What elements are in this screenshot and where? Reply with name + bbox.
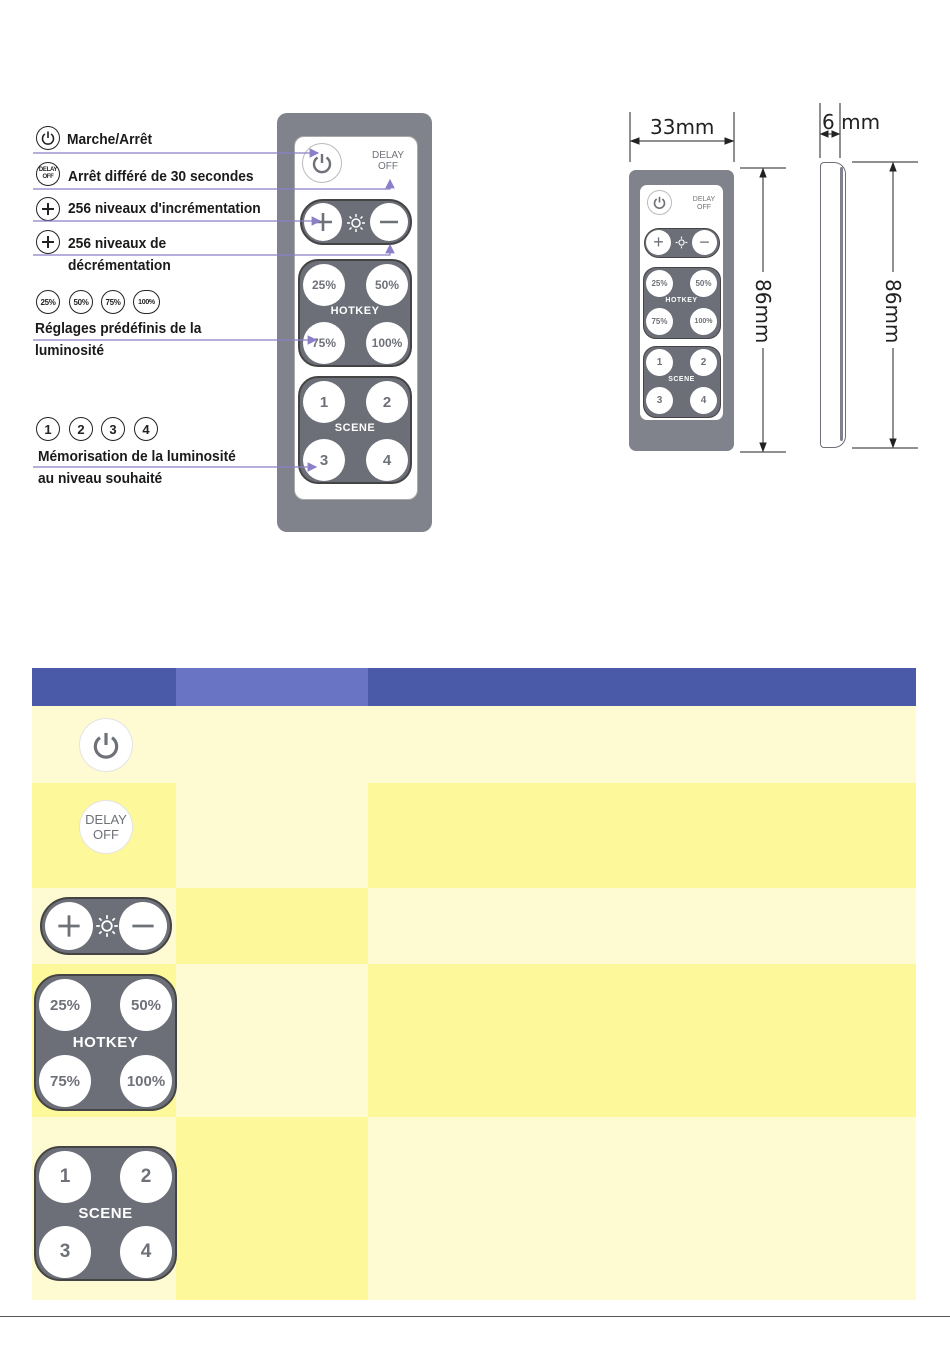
table-power-icon	[80, 719, 132, 771]
delay-mini-top: DELAY	[38, 167, 58, 173]
label-increase: 256 niveaux d'incrémentation	[68, 200, 261, 217]
num-1-mini-icon: 1	[36, 417, 60, 441]
remote-scene-label: SCENE	[334, 422, 376, 434]
delay-mini-bottom: OFF	[42, 174, 54, 180]
label-decrease-2: décrémentation	[68, 257, 171, 274]
table-scene-3: 3	[39, 1226, 91, 1278]
label-scene-2: au niveau souhaité	[38, 470, 163, 487]
remote-pct-100[interactable]: 100%	[366, 322, 408, 364]
remote-hotkey-label: HOTKEY	[330, 305, 380, 317]
dim-height-front: 86mm	[751, 279, 775, 344]
table-sun-icon	[95, 914, 119, 938]
remote-scene-3[interactable]: 3	[303, 439, 345, 481]
remote-pct-50[interactable]: 50%	[366, 264, 408, 306]
small-delay-bottom: OFF	[697, 204, 711, 211]
pct-100-mini-icon: 100%	[133, 290, 160, 314]
small-scene-label: SCENE	[668, 376, 695, 383]
table-minus-icon	[119, 902, 167, 950]
dim-width: 33mm	[650, 115, 715, 139]
remote-scene-1[interactable]: 1	[303, 381, 345, 423]
pct-25-mini-icon: 25%	[36, 290, 60, 314]
remote-delay-top: DELAY	[371, 150, 405, 161]
remote-pct-25[interactable]: 25%	[303, 264, 345, 306]
table-scene-1: 1	[39, 1151, 91, 1203]
small-pct-25: 25%	[646, 270, 673, 297]
small-scene-4: 4	[690, 387, 717, 414]
table-header-3	[368, 668, 916, 706]
dim-height-side: 86mm	[881, 279, 905, 344]
label-presets-1: Réglages prédéfinis de la	[35, 320, 202, 337]
small-scene-3: 3	[646, 387, 673, 414]
footer-divider	[0, 1316, 950, 1317]
label-delay: Arrêt différé de 30 secondes	[68, 168, 254, 185]
table-pct-75: 75%	[39, 1055, 91, 1107]
small-pct-75: 75%	[646, 308, 673, 335]
small-plus: +	[646, 230, 671, 255]
small-hotkey-label: HOTKEY	[665, 297, 698, 304]
table-scene-panel	[34, 1146, 177, 1281]
small-pct-100: 100%	[690, 308, 717, 335]
dimension-lines	[0, 0, 950, 480]
label-power: Marche/Arrêt	[67, 131, 153, 148]
table-delay-top: DELAY	[85, 812, 127, 827]
small-minus: −	[692, 230, 717, 255]
num-4-mini-icon: 4	[134, 417, 158, 441]
dim-depth: 6 mm	[822, 110, 881, 134]
remote-pct-75[interactable]: 75%	[303, 322, 345, 364]
pct-75-mini-icon: 75%	[101, 290, 125, 314]
table-hotkey-label: HOTKEY	[72, 1034, 139, 1051]
table-scene-2: 2	[120, 1151, 172, 1203]
table-scene-4: 4	[120, 1226, 172, 1278]
table-hotkey-panel	[34, 974, 177, 1111]
table-header-1	[32, 668, 176, 706]
small-scene-1: 1	[646, 349, 673, 376]
table-delay-bottom: OFF	[93, 827, 119, 842]
remote-scene-2[interactable]: 2	[366, 381, 408, 423]
table-pct-25: 25%	[39, 979, 91, 1031]
power-icon-large	[90, 729, 122, 761]
label-scene-1: Mémorisation de la luminosité	[38, 448, 236, 465]
table-plus-icon	[45, 902, 93, 950]
table-dimmer	[40, 897, 172, 955]
table-pct-100: 100%	[120, 1055, 172, 1107]
remote-delay-bottom: OFF	[378, 161, 398, 172]
num-2-mini-icon: 2	[69, 417, 93, 441]
small-scene-2: 2	[690, 349, 717, 376]
label-presets-2: luminosité	[35, 342, 105, 359]
pct-50-mini-icon: 50%	[69, 290, 93, 314]
table-row	[32, 783, 916, 888]
small-delay-top: DELAY	[692, 196, 716, 203]
num-3-mini-icon: 3	[101, 417, 125, 441]
table-scene-label: SCENE	[78, 1205, 133, 1222]
small-pct-50: 50%	[690, 270, 717, 297]
label-decrease-1: 256 niveaux de	[68, 235, 167, 252]
remote-scene-4[interactable]: 4	[366, 439, 408, 481]
table-header-2	[176, 668, 368, 706]
table-delay-icon	[80, 801, 132, 853]
table-pct-50: 50%	[120, 979, 172, 1031]
table-row	[32, 706, 916, 783]
